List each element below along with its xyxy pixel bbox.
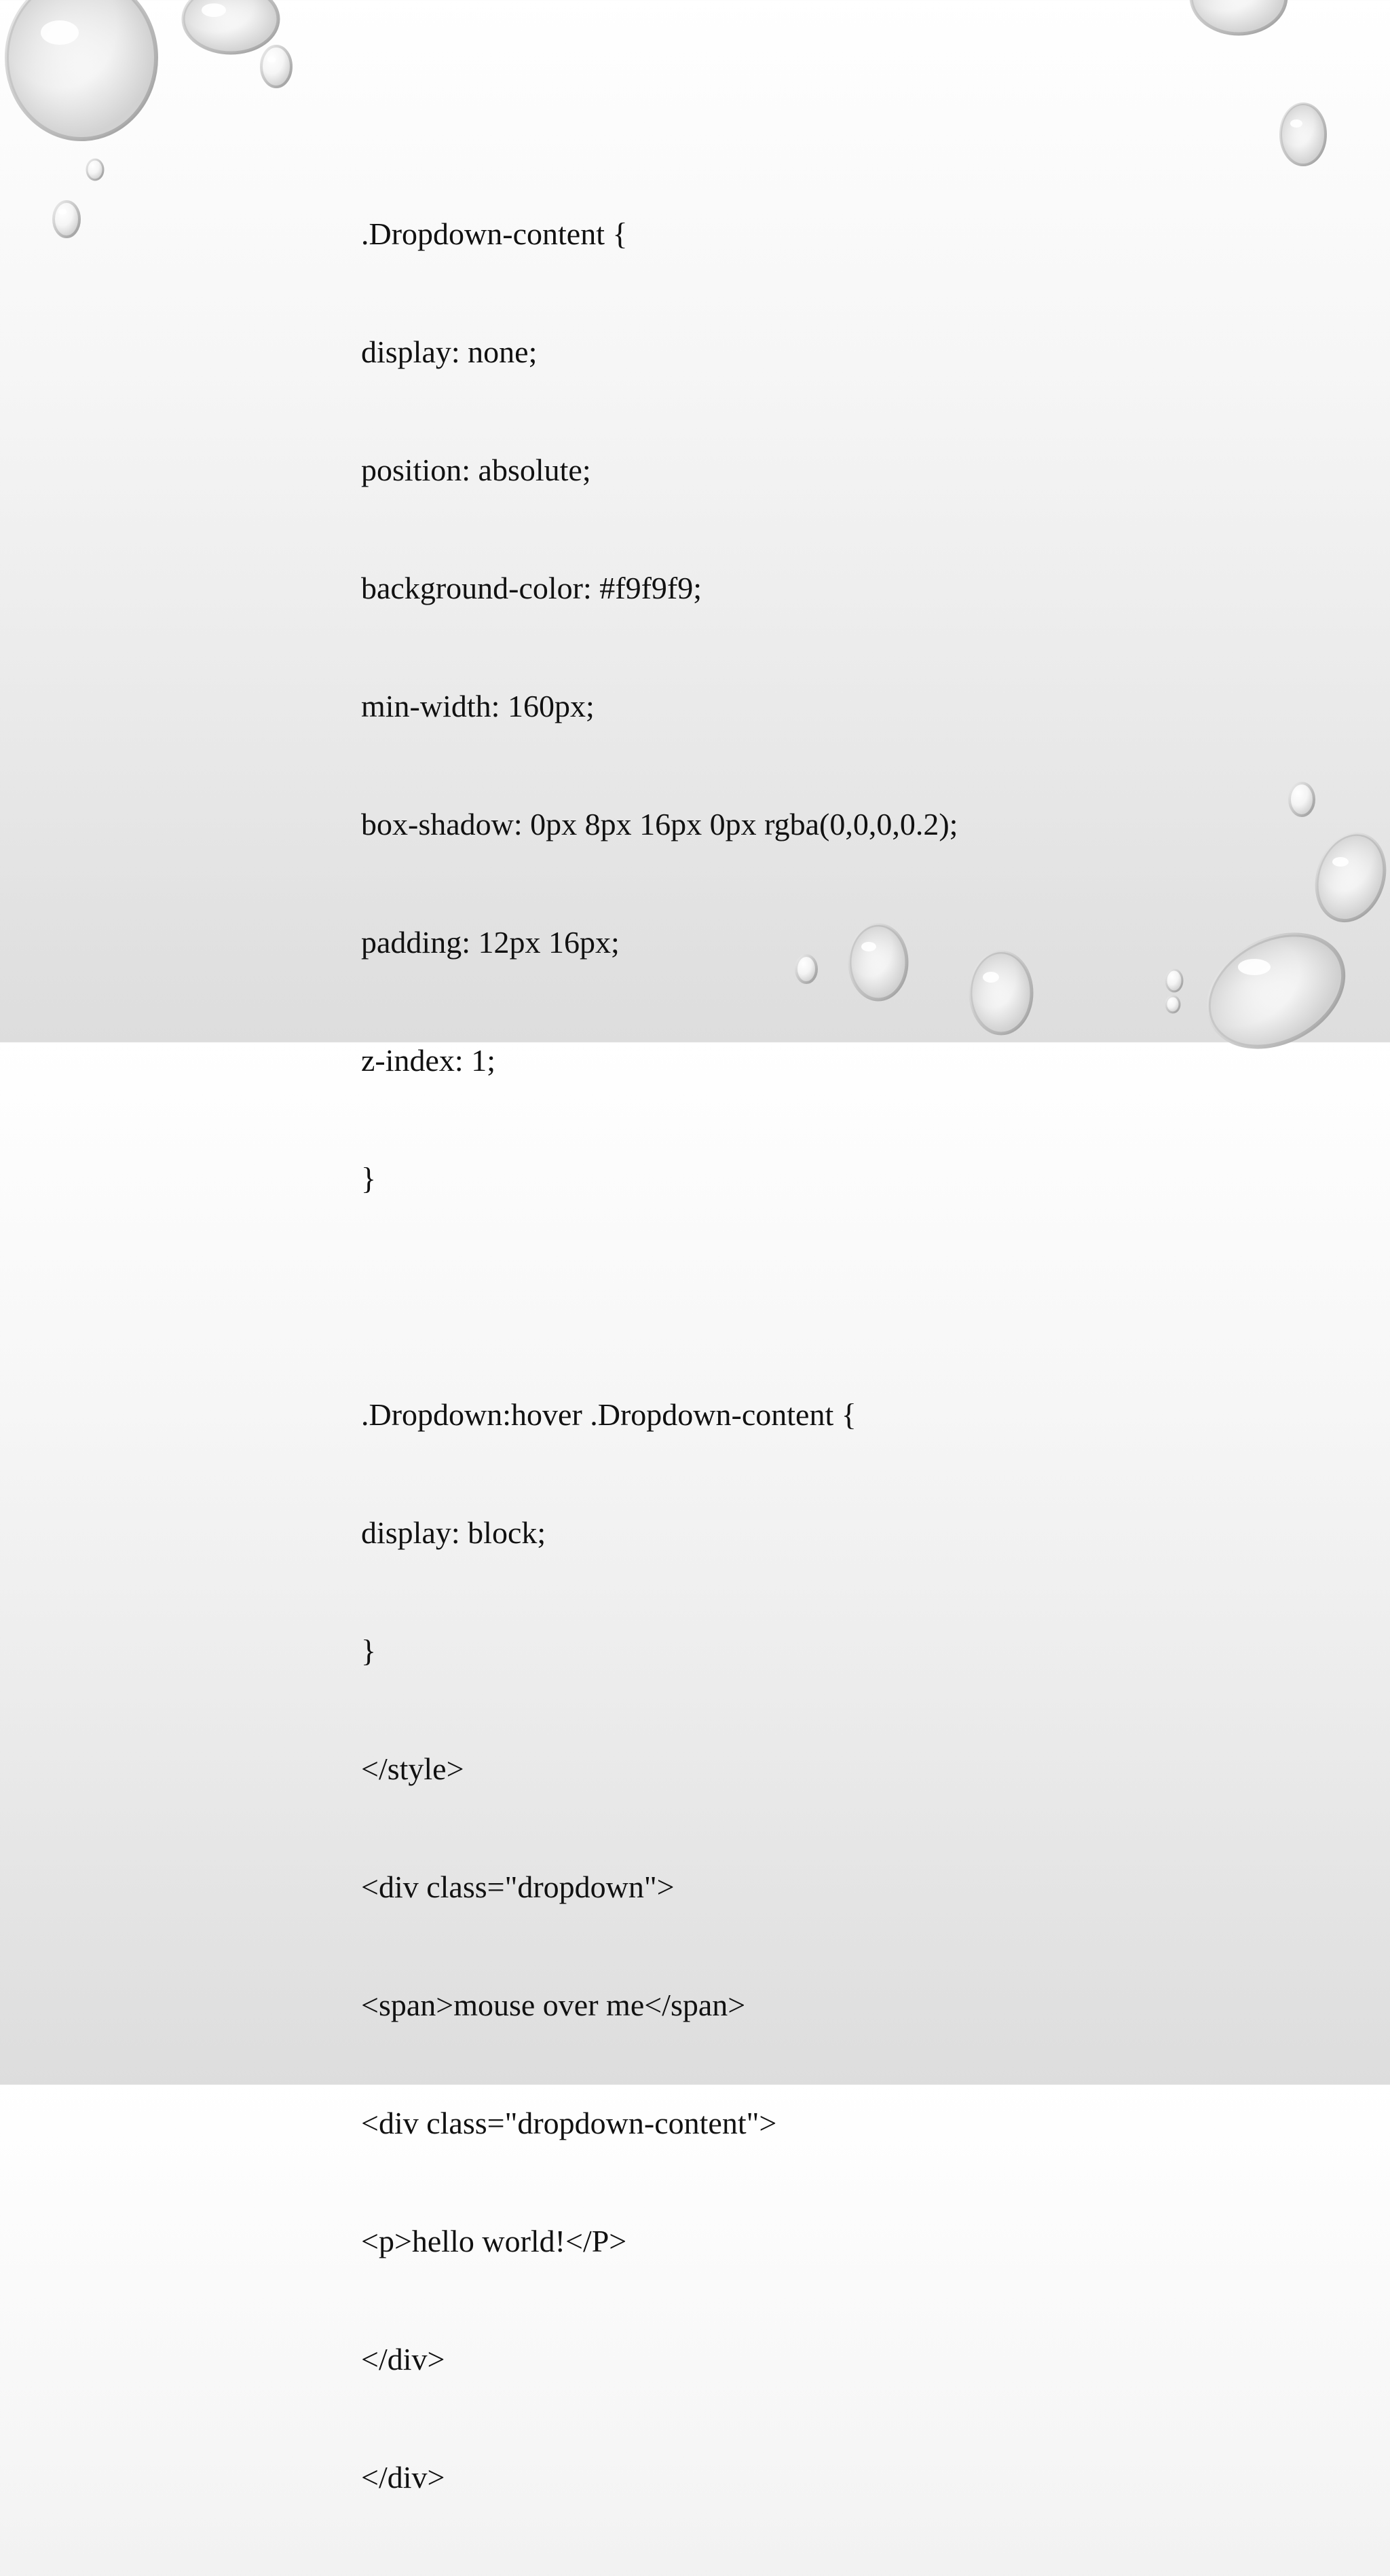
- droplet: [261, 46, 291, 87]
- code-line: }: [361, 1161, 377, 1196]
- code-line: <div class="dropdown-content">: [361, 2106, 777, 2140]
- code-line: background-color: #f9f9f9;: [361, 571, 702, 605]
- droplet: [1281, 104, 1326, 165]
- code-line: </style>: [361, 1751, 464, 1786]
- code-line: padding: 12px 16px;: [361, 925, 620, 960]
- code-line-blank: [361, 1277, 1176, 1317]
- code-line: display: block;: [361, 1515, 546, 1550]
- droplet: [1306, 825, 1390, 929]
- code-text-block: [361, 136, 1176, 2576]
- code-line: }: [361, 1633, 377, 1668]
- code-line: </div>: [361, 2342, 445, 2376]
- code-line: z-index: 1;: [361, 1043, 495, 1078]
- code-line: <span>mouse over me</span>: [361, 1988, 746, 2022]
- code-line: </div>: [361, 2460, 445, 2495]
- droplet: [1191, 0, 1286, 34]
- code-line: <div class="dropdown">: [361, 1870, 675, 1904]
- droplet: [7, 0, 156, 139]
- code-line: position: absolute;: [361, 453, 591, 487]
- code-line: .Dropdown-content {: [361, 216, 628, 251]
- code-line: box-shadow: 0px 8px 16px 0px rgba(0,0,0,0.2);: [361, 807, 958, 841]
- droplet: [1189, 912, 1363, 1069]
- code-line: min-width: 160px;: [361, 689, 595, 723]
- droplet: [183, 0, 278, 53]
- droplet: [1290, 783, 1314, 816]
- code-line: .Dropdown:hover .Dropdown-content {: [361, 1397, 857, 1432]
- droplet: [87, 159, 103, 180]
- code-line: <p>hello world!</P>: [361, 2224, 627, 2258]
- code-line: display: none;: [361, 335, 538, 369]
- droplet: [54, 202, 79, 237]
